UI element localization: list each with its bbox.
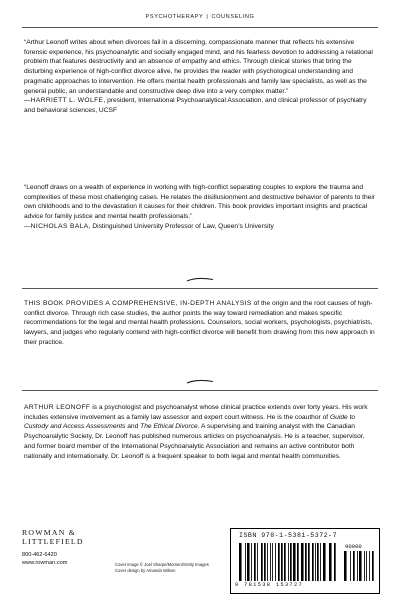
barcode-bar xyxy=(251,543,252,581)
barcode-bar xyxy=(290,543,292,581)
endorsement-bala xyxy=(24,183,376,232)
addon-barcode-icon xyxy=(344,551,374,581)
endorsement-wolfe-quote: “Arthur Leonoff writes about when divorces fail in a discerning, compassionate manner that reflects his extensive forensic experience, his psychoanalytic and socially engaged mind, and his fearless devotion to addressing a relational problem that features destructivity and an absence of empathy and ethics. Through clinical stories that bring the disturbing experience of high-conflict divorce alive, he provides the reader with psychological understanding and pragmatic approaches to intervention. He offers mental health professionals and family law specialists, as well as the general public, an understandable and constructive deep dive into a very complex matter.” xyxy=(24,39,373,95)
barcode-bar xyxy=(257,543,258,581)
endorsement-bala-quote: “Leonoff draws on a wealth of experience in working with high-conflict separating couples to explore the trauma and complexities of these most challenging cases. He relates the disillusionment and destructive behavior of parents to their own childhoods and to the devastation it causes for their children. This book provides important insights and practical advice for family justice and mental health professionals.” xyxy=(24,184,376,221)
barcode-bar xyxy=(312,543,314,581)
barcode-bar xyxy=(267,543,268,581)
attribution-dash: — xyxy=(24,97,31,105)
barcode-bar xyxy=(270,543,271,581)
category-header xyxy=(0,14,400,20)
ornament-swash-icon xyxy=(186,277,214,283)
ean-barcode-icon xyxy=(239,543,339,581)
barcode-bar xyxy=(353,551,355,581)
cover-image-credit: Cover image © Joel Sharpe/Moment/Getty Images xyxy=(115,562,209,567)
barcode-bar xyxy=(278,543,280,581)
section-rule xyxy=(22,390,378,391)
description-body: of the origin and the root causes of high-conflict divorce. Through rich case studies, the author points the way toward remediation and makes specific recommendations for the legal and mental health professions. Counselors, social workers, psychologists, psychiatrists, lawyers, and judges who regularly contend with high-conflict divorce will benefit from drawing from this new approach in their practice. xyxy=(24,300,375,346)
ean-digits: 9 781538 153727 xyxy=(235,582,304,588)
barcode-bar xyxy=(372,551,374,581)
barcode-bar xyxy=(297,543,299,581)
header-rule xyxy=(22,27,378,28)
barcode-bar xyxy=(288,543,289,581)
book-description xyxy=(24,299,376,348)
barcode-bar xyxy=(308,543,310,581)
endorsement-wolfe-attribution xyxy=(24,96,376,115)
barcode-box xyxy=(230,528,380,594)
publisher-logo-line1: ROWMAN & xyxy=(22,528,76,537)
barcode-bar xyxy=(369,551,370,581)
author-bio xyxy=(24,403,376,461)
barcode-bar xyxy=(247,543,250,581)
barcode-bar xyxy=(364,551,365,581)
book-title: Guide to Custody and Access Assessments xyxy=(24,413,356,431)
endorser-name: NICHOLAS BALA xyxy=(30,222,89,230)
bio-text: . A supervising and training analyst with the Canadian Psychoanalytic Society, Dr. Leonoff has published numerous articles on psychoanalysis. He is a teacher, supervisor, and former board member of the International Psychoanalytic Association and remains an active contributor both nationally and internationally. Dr. Leonoff is a frequent speaker to both legal and mental health communities. xyxy=(24,423,365,460)
endorser-affiliation: , Distinguished University Professor of Law, Queen’s University xyxy=(88,222,274,230)
barcode-bar xyxy=(245,543,246,581)
endorsement-bala-attribution xyxy=(24,222,376,232)
barcode-bar xyxy=(301,543,304,581)
cover-design-credit: Cover design by Amanda Wilson xyxy=(115,568,176,573)
bio-text: is a psychologist and psychoanalyst whose clinical practice extends over forty years. His work includes extensive involvement as a family law assessor and expert court witness. He is the coauthor of xyxy=(24,404,368,421)
barcode-bar xyxy=(261,543,263,581)
book-title: The Ethical Divorce xyxy=(140,423,198,431)
publisher-url: www.rowman.com xyxy=(22,560,68,566)
category-psychotherapy: PSYCHOTHERAPY xyxy=(145,14,204,20)
barcode-bar xyxy=(284,543,286,581)
description-lead: THIS BOOK PROVIDES A COMPREHENSIVE, IN-DEPTH ANALYSIS xyxy=(24,300,252,307)
section-rule xyxy=(22,288,378,289)
barcode-bar xyxy=(344,551,347,581)
category-separator: | xyxy=(206,14,209,20)
endorser-name: HARRIETT L. WOLFE xyxy=(30,97,104,105)
barcode-bar xyxy=(254,543,256,581)
barcode-bar xyxy=(239,543,242,581)
publisher-phone: 800-462-6420 xyxy=(22,552,57,558)
barcode-bar xyxy=(366,551,367,581)
barcode-bar xyxy=(275,543,276,581)
barcode-bar xyxy=(320,543,321,581)
category-counseling: COUNSELING xyxy=(211,14,255,20)
author-name: ARTHUR LEONOFF xyxy=(24,404,91,411)
barcode-bar xyxy=(305,543,307,581)
barcode-bar xyxy=(272,543,273,581)
barcode-bar xyxy=(359,551,362,581)
barcode-bar xyxy=(357,551,358,581)
barcode-bar xyxy=(293,543,296,581)
publisher-logo-line2: LITTLEFIELD xyxy=(22,537,84,546)
endorsement-wolfe xyxy=(24,38,376,116)
barcode-bar xyxy=(334,543,336,581)
bio-text: and xyxy=(125,423,141,431)
barcode-bar xyxy=(315,543,316,581)
isbn-text: ISBN 978-1-5381-5372-7 xyxy=(239,532,338,539)
endorser-affiliation: , president, International Psychoanalytical Association, and clinical professor of psychiatry and behavioral sciences, UCSF xyxy=(24,97,367,114)
ornament-swash-icon xyxy=(186,379,214,385)
price-addon-code: 90000 xyxy=(345,543,362,550)
cover-credits xyxy=(115,562,209,574)
publisher-block xyxy=(22,528,84,567)
barcode-bar xyxy=(264,543,266,581)
attribution-dash: — xyxy=(24,222,31,230)
barcode-bar xyxy=(350,551,351,581)
barcode-bar xyxy=(323,543,326,581)
barcode-bar xyxy=(281,543,283,581)
barcode-bar xyxy=(329,543,332,581)
barcode-bar xyxy=(317,543,319,581)
